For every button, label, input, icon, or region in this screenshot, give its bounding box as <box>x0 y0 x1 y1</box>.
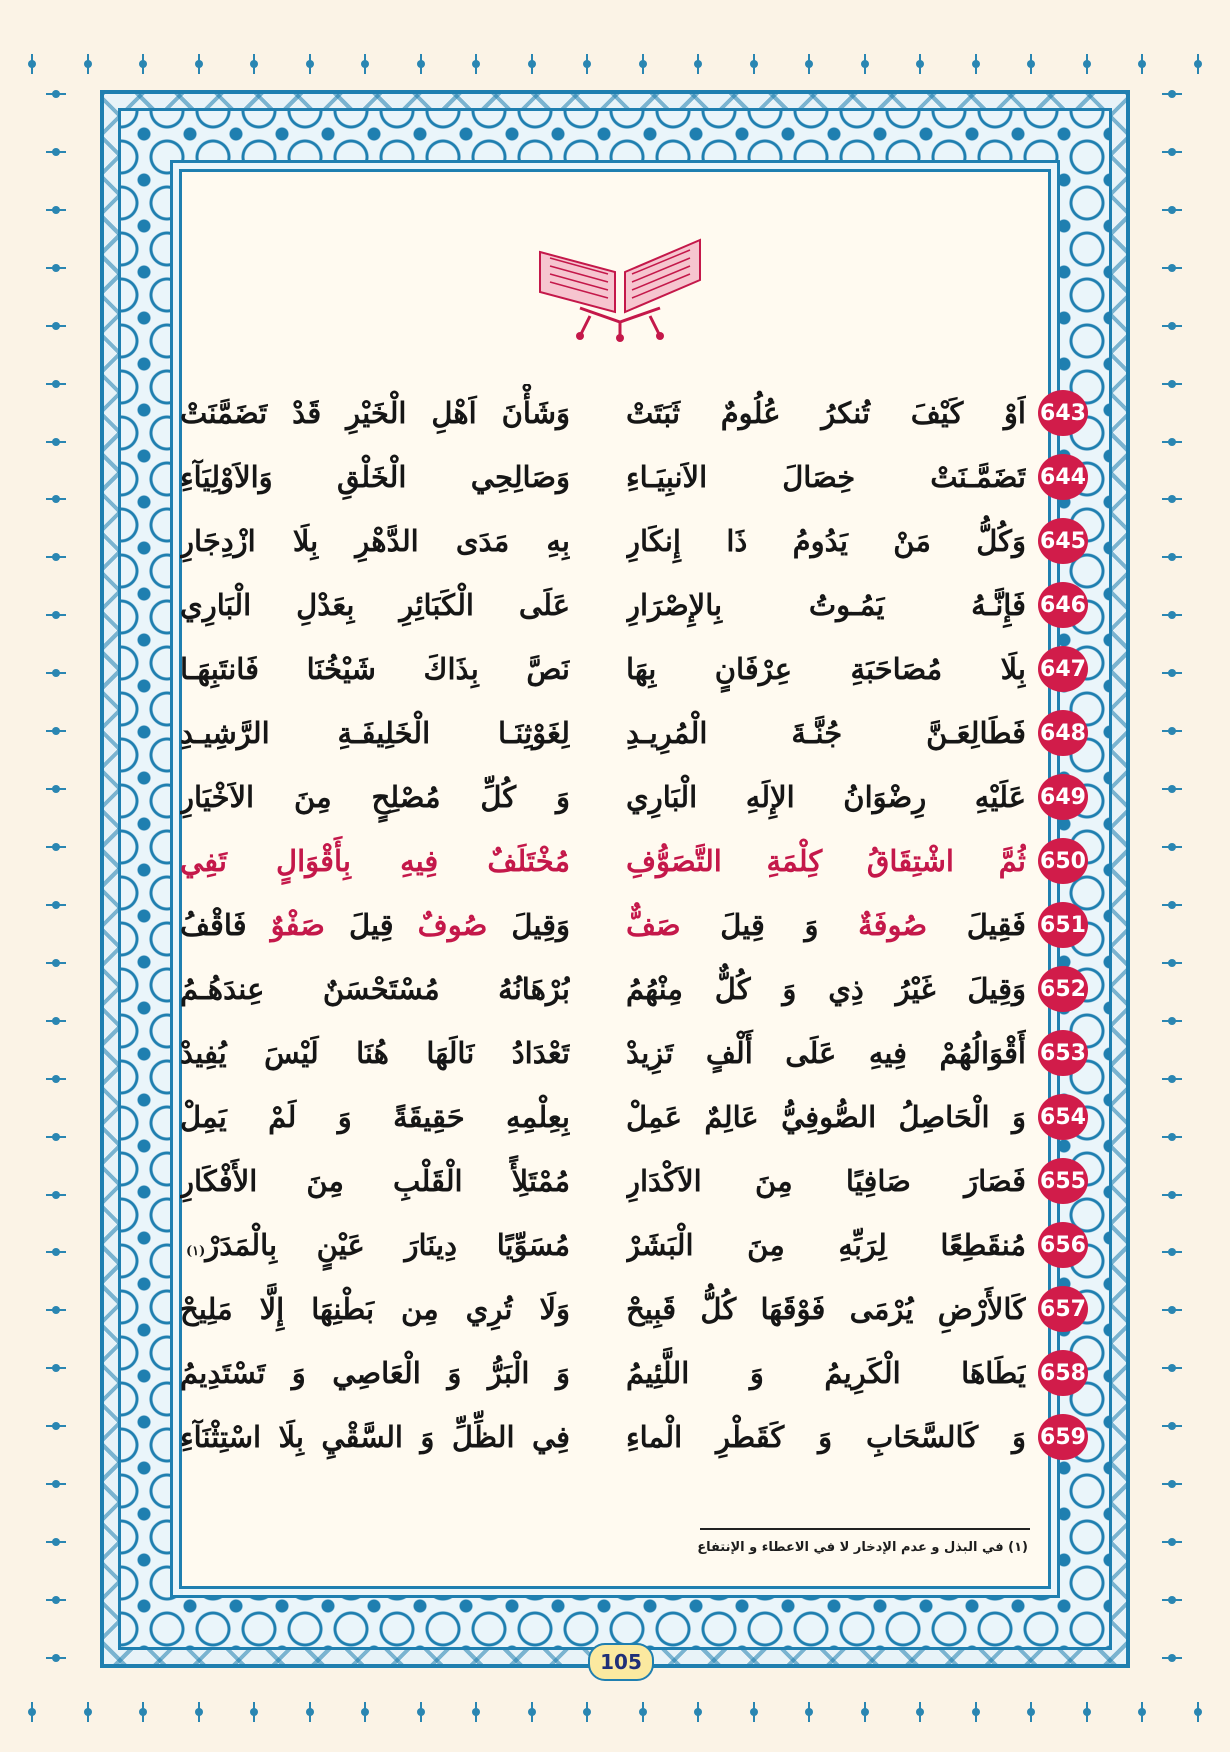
verse-number-badge: 653 <box>1038 1030 1088 1076</box>
top-tick-border <box>20 52 1210 76</box>
verse-second-hemistich: لِغَوْثِنَـا الْخَلِيفَـةِ الرَّشِيـدِ <box>180 716 570 750</box>
verse-first-hemistich: فَصَارَ صَافِيًا مِنَ الاَكْدَارِ <box>626 1164 1026 1198</box>
verse-first-hemistich: وَ الْحَاصِلُ الصُّوفِيُّ عَالِمٌ عَمِلْ <box>626 1100 1026 1134</box>
verse-number-badge: 649 <box>1038 774 1088 820</box>
verse-second-hemistich: وَ الْبَرُّ وَ الْعَاصِي وَ تَسْتَدِيمُ <box>180 1356 570 1390</box>
verse-row <box>180 384 1086 442</box>
verse-row <box>180 576 1086 634</box>
verse-second-hemistich: بِهِ مَدَى الدَّهْرِ بِلَا ازْدِجَارِ <box>180 524 570 558</box>
verse-number-badge: 655 <box>1038 1158 1088 1204</box>
highlighted-term: صَفٌّ <box>626 908 681 942</box>
highlighted-term: صُوفَةٌ <box>858 908 928 942</box>
verse-text: مُسَوِّيًا دِينَارَ عَيْنٍ بِالْمَدَرْ <box>205 1228 570 1262</box>
verse-first-hemistich: ثُمَّ اشْتِقَاقُ كِلْمَةِ التَّصَوُّفِ <box>626 844 1026 878</box>
verse-number-badge: 644 <box>1038 454 1088 500</box>
verse-number-badge: 648 <box>1038 710 1088 756</box>
verse-row <box>180 640 1086 698</box>
verse-second-hemistich: وَشَأْنَ اَهْلِ الْخَيْرِ قَدْ تَضَمَّنَتْ <box>180 396 570 430</box>
verse-number-badge: 651 <box>1038 902 1088 948</box>
page-number: 105 <box>588 1643 654 1681</box>
verse-second-hemistich: فِي الظِّلِّ وَ السَّقْيِ بِلَا اسْتِثْنَآءِ <box>180 1420 570 1454</box>
verse-word: فَقِيلَ <box>927 908 1026 942</box>
verse-first-hemistich: عَلَيْهِ رِضْوَانُ الإِلَهِ الْبَارِي <box>626 780 1026 814</box>
verse-first-hemistich: اَوْ كَيْفَ تُنكرُ عُلُومٌ ثَبَتَتْ <box>626 396 1026 430</box>
verse-number-badge: 659 <box>1038 1414 1088 1460</box>
verse-row <box>180 768 1086 826</box>
verse-first-hemistich: تَضَمَّـنَتْ خِصَالَ الاَنبِيَـاءِ <box>626 460 1026 494</box>
verse-row <box>180 960 1086 1018</box>
highlighted-term: صُوفٌ <box>417 908 488 942</box>
open-book-on-stand-icon <box>520 212 720 342</box>
verse-number-badge: 654 <box>1038 1094 1088 1140</box>
verse-number-badge: 652 <box>1038 966 1088 1012</box>
verse-first-hemistich: مُنقَطِعًا لِرَبِّهِ مِنَ الْبَشَرْ <box>626 1228 1026 1262</box>
verse-second-hemistich: وَ كُلِّ مُصْلِحٍ مِنَ الاَخْيَارِ <box>180 780 570 814</box>
verse-word: وَقِيلَ <box>487 908 570 942</box>
verse-second-hemistich: بِعِلْمِهِ حَقِيقَةً وَ لَمْ يَمِلْ <box>180 1100 570 1134</box>
verse-first-hemistich <box>626 896 1026 954</box>
verse-second-hemistich: وَلَا تُرِي مِن بَطْنِهَا إِلَّا مَلِيحْ <box>180 1292 570 1326</box>
verse-first-hemistich: فَطَالِعَـنَّ جُنَّـةَ الْمُرِيـدِ <box>626 716 1026 750</box>
bottom-tick-border <box>20 1700 1210 1724</box>
verse-number-badge: 650 <box>1038 838 1088 884</box>
verse-row <box>180 1088 1086 1146</box>
verse-number-badge: 645 <box>1038 518 1088 564</box>
verse-row <box>180 512 1086 570</box>
right-tick-border <box>1160 82 1186 1670</box>
verse-row-highlighted <box>180 832 1086 890</box>
verse-number-badge: 646 <box>1038 582 1088 628</box>
verse-row <box>180 1280 1086 1338</box>
verse-number-badge: 656 <box>1038 1222 1088 1268</box>
verse-number-badge: 657 <box>1038 1286 1088 1332</box>
verse-first-hemistich: وَ كَالسَّحَابِ وَ كَقَطْرِ الْماءِ <box>626 1420 1026 1454</box>
verse-word: قِيلَ <box>324 908 418 942</box>
verse-second-hemistich <box>180 1216 570 1274</box>
verse-second-hemistich: مُمْتَلِأً الْقَلْبِ مِنَ الأَفْكَارِ <box>180 1164 570 1198</box>
verse-first-hemistich: فَإِنَّـهُ يَمُـوتُ بِالإِصْرَارِ <box>626 588 1026 622</box>
verse-first-hemistich: يَطَاهَا الْكَرِيمُ وَ اللَّئِيمُ <box>626 1356 1026 1390</box>
verse-row <box>180 1152 1086 1210</box>
verse-second-hemistich <box>180 896 570 954</box>
verse-row <box>180 1408 1086 1466</box>
verse-first-hemistich: أَقْوَالُهُمْ فِيهِ عَلَى أَلْفٍ تَزِيدْ <box>626 1036 1026 1070</box>
verse-second-hemistich: وَصَالِحِي الْخَلْقِ وَالاَوْلِيَآءِ <box>180 460 570 494</box>
verse-second-hemistich: تَعْدَادُ نَالَهَا هُنَا لَيْسَ يُفِيدْ <box>180 1036 570 1070</box>
verse-row <box>186 1216 1086 1274</box>
verse-number-badge: 647 <box>1038 646 1088 692</box>
verse-second-hemistich: نَصَّ بِذَاكَ شَيْخُنَا فَانتَبِهَـا <box>180 652 570 686</box>
verse-row <box>180 704 1086 762</box>
footnote: (١) في البذل و عدم الإدخار لا في الاعطاء و الإنتفاع <box>697 1540 1028 1555</box>
verse-first-hemistich: بِلَا مُصَاحَبَةِ عِرْفَانٍ بِهَا <box>626 652 1026 686</box>
verse-second-hemistich: بُرْهَانُهُ مُسْتَحْسَنٌ عِندَهُـمُ <box>180 972 570 1006</box>
verse-number-badge: 643 <box>1038 390 1088 436</box>
verse-row <box>180 896 1086 954</box>
verse-first-hemistich: كَالأَرْضِ يُرْمَى فَوْقَهَا كُلُّ قَبِيحْ <box>626 1292 1026 1326</box>
verse-second-hemistich: مُخْتَلَفٌ فِيهِ بِأَقْوَالٍ تَفِي <box>180 844 570 878</box>
footnote-marker: (١) <box>186 1244 206 1259</box>
left-tick-border <box>44 82 70 1670</box>
verse-second-hemistich: عَلَى الْكَبَائِرِ بِعَدْلِ الْبَارِي <box>180 588 570 622</box>
verse-word: وَ قِيلَ <box>680 908 859 942</box>
footnote-divider <box>700 1528 1030 1530</box>
verse-row <box>180 448 1086 506</box>
highlighted-term: صَفْوٌ <box>270 908 325 942</box>
verse-word: فَاقْفُ <box>180 908 271 942</box>
verse-first-hemistich: وَقِيلَ غَيْرُ ذِي وَ كُلٌّ مِنْهُمُ <box>626 972 1026 1006</box>
verse-row <box>180 1344 1086 1402</box>
verse-first-hemistich: وَكُلُّ مَنْ يَدُومُ ذَا إِنكَارِ <box>626 524 1026 558</box>
verse-row <box>180 1024 1086 1082</box>
verse-number-badge: 658 <box>1038 1350 1088 1396</box>
